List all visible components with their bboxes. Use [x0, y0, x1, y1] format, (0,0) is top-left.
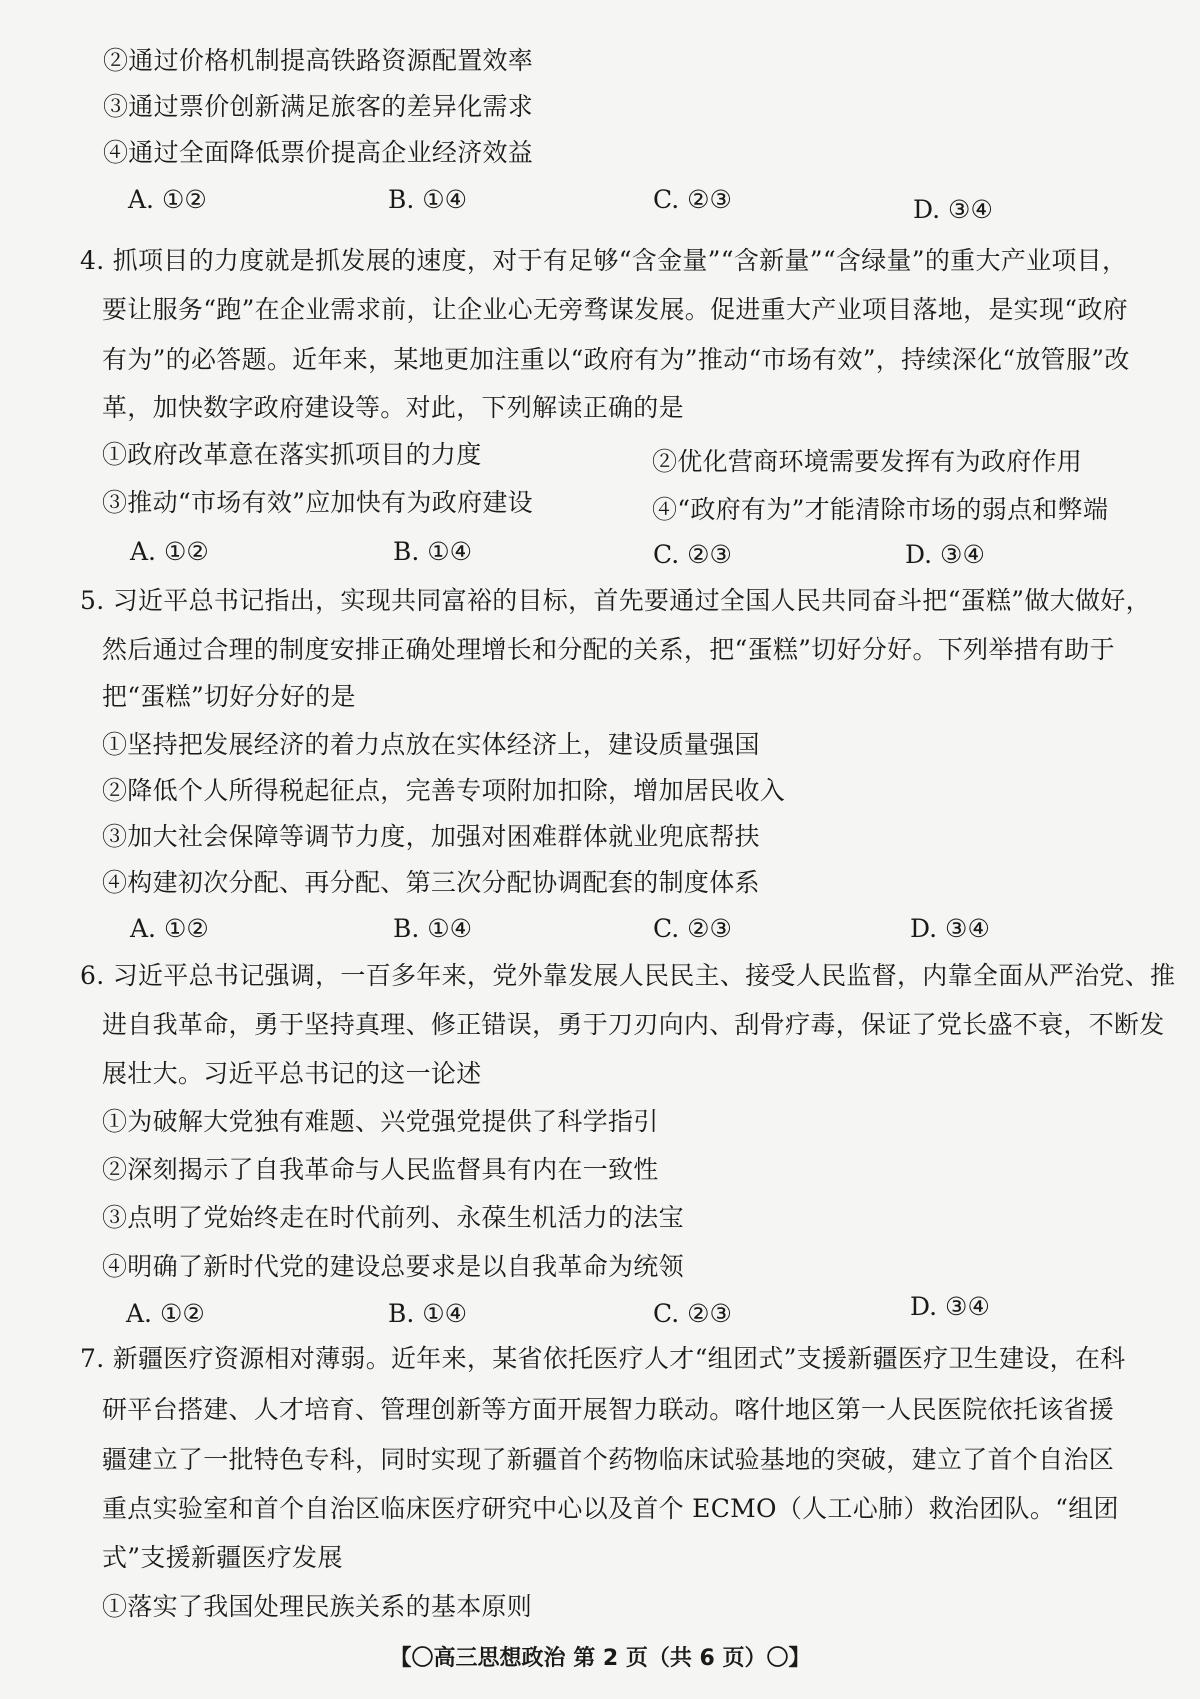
q5-choice-b: B. ①④ [393, 914, 473, 943]
q6-choice-d: D. ③④ [910, 1292, 990, 1321]
q7-stem-line-1: 7. 新疆医疗资源相对薄弱。近年来，某省依托医疗人才“组团式”支援新疆医疗卫生建设，在科 [80, 1344, 1126, 1373]
q7-stem-line-4: 重点实验室和首个自治区临床医疗研究中心以及首个 ECMO（人工心肺）救治团队。“组团 [102, 1494, 1119, 1523]
q3-item-4: ④通过全面降低票价提高企业经济效益 [103, 138, 534, 167]
q4-choice-a: A. ①② [130, 537, 209, 566]
q5-choice-d: D. ③④ [910, 914, 990, 943]
q5-choice-a: A. ①② [130, 914, 209, 943]
q4-stem-line-2: 要让服务“跑”在企业需求前，让企业心无旁骛谋发展。促进重大产业项目落地，是实现“政府 [102, 295, 1128, 324]
q6-stem-line-1: 6. 习近平总书记强调，一百多年来，党外靠发展人民民主、接受人民监督，内靠全面从严治党、推 [80, 961, 1176, 990]
q3-choice-a: A. ①② [128, 185, 207, 214]
q7-stem-line-2: 研平台搭建、人才培育、管理创新等方面开展智力联动。喀什地区第一人民医院依托该省援 [102, 1395, 1115, 1424]
q3-choice-d: D. ③④ [913, 195, 993, 224]
q4-choice-c: C. ②③ [653, 540, 732, 569]
q4-item-3: ③推动“市场有效”应加快有为政府建设 [102, 488, 533, 517]
q4-item-1: ①政府改革意在落实抓项目的力度 [102, 440, 482, 469]
q4-stem-line-1: 4. 抓项目的力度就是抓发展的速度，对于有足够“含金量”“含新量”“含绿量”的重大产业项目， [80, 246, 1128, 275]
q4-stem-line-3: 有为”的必答题。近年来，某地更加注重以“政府有为”推动“市场有效”，持续深化“放管服”改 [102, 345, 1130, 374]
q5-item-4: ④构建初次分配、再分配、第三次分配协调配套的制度体系 [102, 868, 760, 897]
q6-item-1: ①为破解大党独有难题、兴党强党提供了科学指引 [102, 1107, 659, 1136]
page-footer: 【〇高三思想政治 第 2 页（共 6 页）〇】 [389, 1646, 811, 1671]
q6-item-2: ②深刻揭示了自我革命与人民监督具有内在一致性 [102, 1155, 659, 1184]
q5-choice-c: C. ②③ [653, 914, 732, 943]
q6-choice-a: A. ①② [126, 1299, 205, 1328]
q5-item-2: ②降低个人所得税起征点，完善专项附加扣除，增加居民收入 [102, 776, 786, 805]
q7-item-1: ①落实了我国处理民族关系的基本原则 [102, 1592, 533, 1621]
q5-item-1: ①坚持把发展经济的着力点放在实体经济上，建设质量强国 [102, 730, 760, 759]
q6-item-4: ④明确了新时代党的建设总要求是以自我革命为统领 [102, 1252, 684, 1281]
q4-item-4: ④“政府有为”才能清除市场的弱点和弊端 [652, 495, 1109, 524]
q6-stem-line-2: 进自我革命，勇于坚持真理、修正错误，勇于刀刃向内、刮骨疗毒，保证了党长盛不衰，不断发 [102, 1010, 1165, 1039]
q5-stem-line-3: 把“蛋糕”切好分好的是 [102, 682, 356, 711]
q6-stem-line-3: 展壮大。习近平总书记的这一论述 [102, 1059, 482, 1088]
q5-stem-line-1: 5. 习近平总书记指出，实现共同富裕的目标，首先要通过全国人民共同奋斗把“蛋糕”做大做好， [80, 586, 1151, 615]
q3-item-3: ③通过票价创新满足旅客的差异化需求 [103, 92, 534, 121]
q6-choice-b: B. ①④ [388, 1299, 468, 1328]
q6-item-3: ③点明了党始终走在时代前列、永葆生机活力的法宝 [102, 1203, 684, 1232]
q7-stem-line-5: 式”支援新疆医疗发展 [102, 1543, 343, 1572]
q5-stem-line-2: 然后通过合理的制度安排正确处理增长和分配的关系，把“蛋糕”切好分好。下列举措有助于 [102, 635, 1115, 664]
q3-choice-c: C. ②③ [653, 185, 732, 214]
q6-choice-c: C. ②③ [653, 1299, 732, 1328]
q3-item-2: ②通过价格机制提高铁路资源配置效率 [103, 46, 534, 75]
q4-stem-line-4: 革，加快数字政府建设等。对此，下列解读正确的是 [102, 393, 684, 422]
q3-choice-b: B. ①④ [388, 185, 468, 214]
q4-item-2: ②优化营商环境需要发挥有为政府作用 [652, 447, 1083, 476]
q7-stem-line-3: 疆建立了一批特色专科，同时实现了新疆首个药物临床试验基地的突破，建立了首个自治区 [102, 1445, 1115, 1474]
q5-item-3: ③加大社会保障等调节力度，加强对困难群体就业兜底帮扶 [102, 822, 760, 851]
q4-choice-d: D. ③④ [905, 540, 985, 569]
q4-choice-b: B. ①④ [393, 537, 473, 566]
